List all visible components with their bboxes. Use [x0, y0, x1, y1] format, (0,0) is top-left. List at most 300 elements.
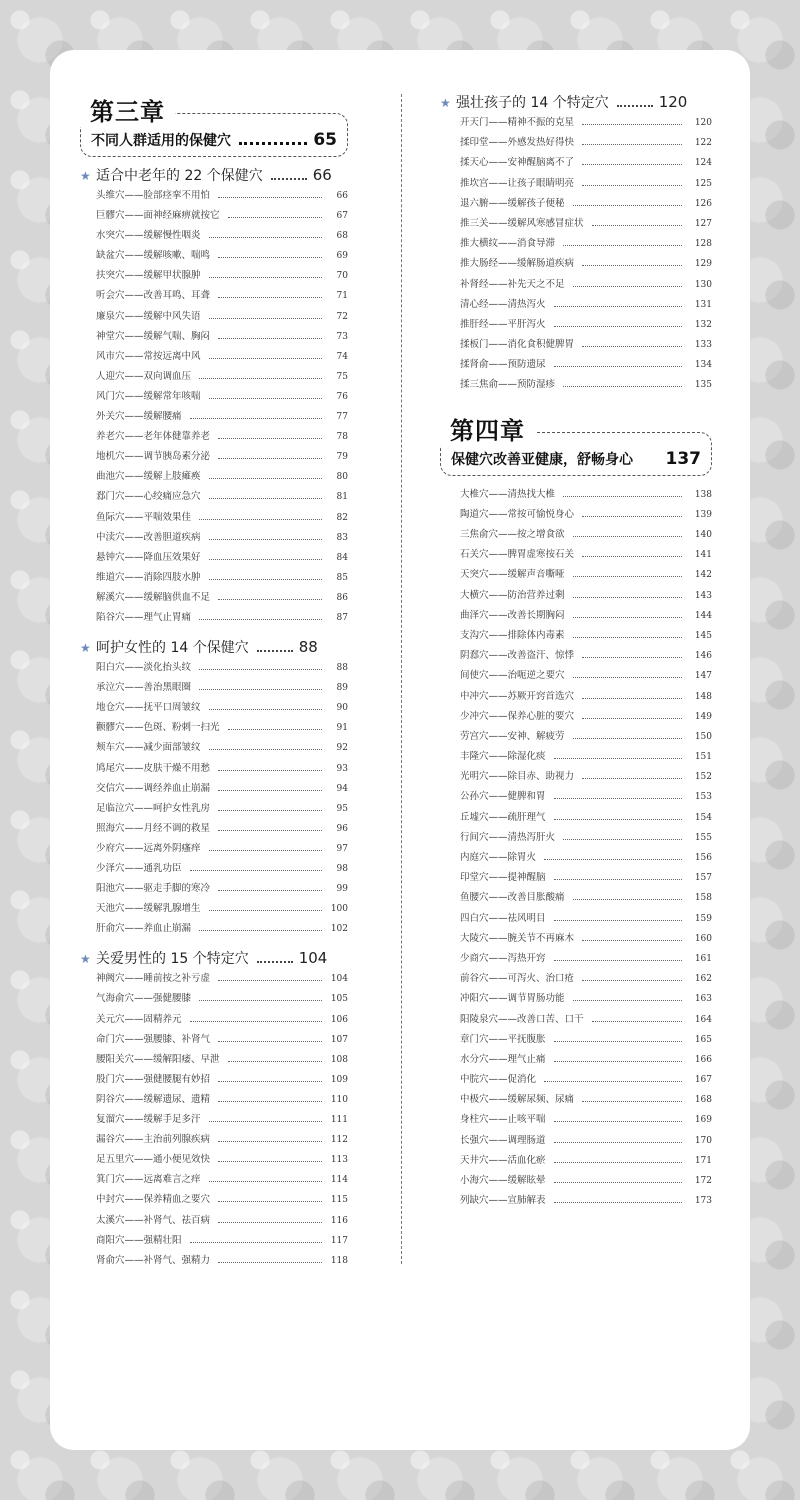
entry-label: 维道穴——消除四肢水肿: [96, 571, 201, 583]
entry-label: 头维穴——脸部痉挛不用怕: [96, 190, 211, 201]
toc-entry[interactable]: [80, 549, 348, 569]
entry-label: 天井穴——活血化瘀: [460, 1154, 546, 1166]
leader-dots: [582, 980, 682, 981]
toc-entry[interactable]: [440, 1172, 712, 1192]
toc-entry[interactable]: [440, 1071, 712, 1091]
leader-dots: [218, 890, 322, 891]
entry-page: 87: [336, 612, 348, 623]
toc-entry[interactable]: [80, 529, 348, 549]
entry-page: 171: [694, 1155, 712, 1166]
toc-entry[interactable]: [440, 607, 712, 627]
leader-dots: [218, 1041, 322, 1042]
entry-page: 104: [330, 974, 348, 985]
entry-label: 水突穴——缓解慢性咽炎: [96, 230, 201, 242]
toc-entry[interactable]: [440, 255, 712, 275]
leader-dots: [228, 217, 322, 218]
entry-label: 章门穴——平抚腹胀: [460, 1033, 546, 1045]
entry-page: 100: [330, 904, 348, 915]
entry-page: 124: [694, 158, 712, 169]
entry-label: 交信穴——调经养血止崩漏: [96, 782, 211, 794]
toc-entry[interactable]: [80, 1151, 348, 1171]
toc-entry[interactable]: [80, 187, 348, 207]
toc-entry[interactable]: [440, 910, 712, 930]
toc-entry[interactable]: [440, 748, 712, 768]
entry-page: 131: [694, 299, 712, 310]
entry-page: 163: [694, 994, 712, 1005]
toc-entry[interactable]: [80, 970, 348, 990]
entry-page: 147: [694, 671, 712, 682]
entry-label: 中封穴——保养精血之要穴: [96, 1194, 211, 1206]
entry-page: 115: [330, 1195, 348, 1206]
entry-page: 74: [336, 351, 348, 362]
leader-dots: [218, 297, 322, 298]
entry-page: 165: [694, 1034, 712, 1045]
leader-dots: [582, 164, 682, 165]
section-page: 88: [298, 638, 318, 657]
leader-dots: [209, 749, 322, 750]
leader-dots: [209, 277, 322, 278]
entry-label: 开天门——精神不振的克星: [460, 117, 575, 128]
leader-dots: [554, 1162, 682, 1163]
entry-label: 陷谷穴——理气止胃痛: [96, 611, 192, 623]
toc-entry[interactable]: [440, 768, 712, 788]
entry-label: 鱼际穴——平喘效果佳: [96, 511, 192, 523]
entry-page: 68: [336, 231, 348, 242]
entry-label: 列缺穴——宣肺解表: [460, 1195, 546, 1207]
entry-page: 77: [336, 412, 348, 423]
star-icon: ★: [80, 169, 91, 183]
leader-dots: [190, 1021, 322, 1022]
entry-page: 94: [336, 783, 348, 794]
toc-entry[interactable]: [440, 1132, 712, 1152]
toc-entry[interactable]: [80, 509, 348, 529]
toc-section: [80, 165, 348, 629]
toc-entry[interactable]: [80, 820, 348, 840]
toc-entry[interactable]: [80, 1051, 348, 1071]
entry-label: 冲阳穴——调节胃肠功能: [460, 993, 565, 1005]
entry-label: 推三关——缓解风寒感冒症状: [460, 217, 584, 229]
toc-entry[interactable]: [440, 566, 712, 586]
toc-entry[interactable]: [440, 849, 712, 869]
toc-entry[interactable]: [80, 1252, 348, 1272]
toc-entry[interactable]: [80, 468, 348, 488]
toc-entry[interactable]: [80, 679, 348, 699]
leader-dots: [573, 637, 682, 638]
leader-dots: [582, 124, 682, 125]
leader-dots: [209, 579, 322, 580]
entry-label: 大陵穴——腕关节不再麻木: [460, 932, 575, 944]
toc-entry[interactable]: [440, 1111, 712, 1131]
entry-label: 气海俞穴——强健腰膝: [96, 993, 192, 1005]
toc-entry[interactable]: [80, 247, 348, 267]
toc-entry[interactable]: [80, 569, 348, 589]
toc-entry[interactable]: [440, 990, 712, 1010]
leader-dots: [218, 1262, 322, 1263]
leader-dots: [209, 559, 322, 560]
entry-label: 中脘穴——促消化: [460, 1074, 537, 1086]
section-header[interactable]: [80, 165, 348, 187]
toc-entry[interactable]: [80, 840, 348, 860]
entry-label: 颊车穴——减少面部皱纹: [96, 742, 201, 754]
toc-entry[interactable]: [440, 276, 712, 296]
entry-page: 113: [330, 1155, 348, 1166]
entry-label: 太溪穴——补肾气、祛百病: [96, 1214, 211, 1226]
entry-label: 照海穴——月经不调的救星: [96, 822, 211, 834]
toc-entry[interactable]: [440, 376, 712, 396]
leader-dots: [592, 225, 682, 226]
entry-page: 157: [694, 873, 712, 884]
leader-dots: [554, 960, 682, 961]
entry-label: 足临泣穴——呵护女性乳房: [96, 802, 211, 814]
toc-entry[interactable]: [440, 1091, 712, 1111]
entry-page: 158: [694, 893, 712, 904]
entry-label: 前谷穴——可泻火、治口疮: [460, 973, 575, 985]
toc-entry[interactable]: [440, 1192, 712, 1212]
star-icon: ★: [80, 641, 91, 656]
entry-page: 133: [694, 340, 712, 351]
toc-entry[interactable]: [80, 880, 348, 900]
entry-page: 127: [694, 218, 712, 229]
entry-page: 129: [694, 259, 712, 270]
entry-label: 印堂穴——提神醒脑: [460, 872, 546, 884]
toc-entry[interactable]: [440, 195, 712, 215]
leader-dots: [617, 105, 653, 107]
toc-entry[interactable]: [440, 728, 712, 748]
entry-page: 98: [336, 864, 348, 874]
leader-dots: [554, 1061, 682, 1062]
leader-dots: [209, 478, 322, 479]
entry-page: 161: [694, 953, 712, 964]
leader-dots: [544, 859, 682, 860]
leader-dots: [573, 536, 682, 537]
toc-entry[interactable]: [440, 587, 712, 607]
toc-entry[interactable]: [440, 336, 712, 356]
entry-label: 外关穴——缓解腰痛: [96, 411, 182, 423]
entry-label: 陶道穴——常按可愉悦身心: [460, 508, 575, 520]
star-icon: ★: [80, 952, 91, 967]
entry-label: 阳陵泉穴——改善口苦、口干: [460, 1013, 584, 1025]
toc-entry[interactable]: [80, 1131, 348, 1151]
leader-dots: [563, 245, 682, 246]
entry-page: 138: [694, 489, 712, 500]
toc-entry[interactable]: [80, 1171, 348, 1191]
toc-entry[interactable]: [440, 889, 712, 909]
leader-dots: [573, 1000, 682, 1001]
leader-dots: [218, 1161, 322, 1162]
chapter-3-title: 第三章: [80, 92, 175, 127]
leader-dots: [199, 930, 322, 931]
toc-entry[interactable]: [80, 488, 348, 508]
leader-dots: [190, 1242, 322, 1243]
star-icon: ★: [440, 96, 451, 110]
toc-entry[interactable]: [80, 1071, 348, 1091]
leader-dots: [218, 790, 322, 791]
toc-entry[interactable]: [440, 627, 712, 647]
entry-page: 150: [694, 731, 712, 742]
leader-dots: [573, 576, 682, 577]
leader-dots: [228, 729, 322, 730]
section-page: 66: [312, 166, 332, 184]
entry-page: 170: [694, 1135, 712, 1146]
leader-dots: [563, 386, 682, 387]
toc-entry[interactable]: [80, 1091, 348, 1111]
entry-page: 164: [694, 1014, 712, 1025]
leader-dots: [573, 738, 682, 739]
entry-label: 丰隆穴——除湿化痰: [460, 751, 546, 763]
toc-entry[interactable]: [80, 308, 348, 328]
toc-entry[interactable]: [440, 869, 712, 889]
toc-entry[interactable]: [80, 1011, 348, 1031]
section-title: 关爱男性的 15 个特定穴: [96, 951, 249, 968]
entry-label: 阴谷穴——缓解遗尿、遗精: [96, 1093, 211, 1105]
toc-entry[interactable]: [80, 1232, 348, 1252]
entry-label: 腰阳关穴——缓解阳痿、早泄: [96, 1053, 220, 1065]
toc-entry[interactable]: [440, 1011, 712, 1031]
column-divider: [401, 94, 402, 1264]
entry-label: 揉印堂——外感发热好得快: [460, 137, 575, 149]
leader-dots: [554, 1121, 682, 1122]
leader-dots: [209, 358, 322, 359]
entry-page: 159: [694, 913, 712, 924]
toc-entry[interactable]: [440, 829, 712, 849]
entry-label: 少冲穴——保养心脏的要穴: [460, 710, 575, 722]
entry-page: 122: [694, 138, 712, 149]
entry-page: 156: [694, 853, 712, 863]
leader-dots: [554, 1202, 682, 1203]
entry-page: 70: [336, 271, 348, 282]
leader-dots: [582, 657, 682, 658]
entry-page: 120: [694, 118, 712, 128]
entry-page: 130: [694, 279, 712, 290]
section-header[interactable]: [80, 637, 348, 659]
chapter-3-subtitle: 不同人群适用的保健穴: [91, 133, 231, 149]
toc-entry[interactable]: [440, 546, 712, 566]
chapter-4-header: [440, 411, 712, 476]
toc-entry[interactable]: [80, 800, 348, 820]
entry-page: 110: [330, 1094, 348, 1105]
section-header[interactable]: [440, 92, 712, 114]
entry-page: 89: [336, 683, 348, 694]
entry-label: 关元穴——固精养元: [96, 1013, 182, 1025]
leader-dots: [554, 920, 682, 921]
leader-dots: [199, 1000, 322, 1001]
toc-entry[interactable]: [80, 589, 348, 609]
toc-entry[interactable]: [440, 1152, 712, 1172]
toc-entry[interactable]: [80, 780, 348, 800]
leader-dots: [257, 650, 293, 652]
leader-dots: [554, 798, 682, 799]
toc-entry[interactable]: [80, 328, 348, 348]
entry-label: 足五里穴——通小便见效快: [96, 1154, 211, 1166]
entry-label: 大椎穴——清热找大椎: [460, 488, 556, 500]
entry-label: 神阙穴——睡前按之补亏虚: [96, 973, 211, 985]
leader-dots: [209, 498, 322, 499]
entry-page: 90: [336, 703, 348, 714]
entry-label: 箕门穴——远离难言之痒: [96, 1174, 201, 1186]
leader-dots: [592, 1021, 682, 1022]
leader-dots: [218, 810, 322, 811]
toc-entry[interactable]: [440, 809, 712, 829]
entry-page: 146: [694, 651, 712, 662]
entry-page: 160: [694, 933, 712, 944]
toc-section: [80, 637, 348, 940]
toc-entry[interactable]: [440, 667, 712, 687]
toc-entry[interactable]: [80, 207, 348, 227]
toc-entry[interactable]: [440, 688, 712, 708]
leader-dots: [554, 306, 682, 307]
entry-page: 149: [694, 711, 712, 722]
toc-entry[interactable]: [440, 506, 712, 526]
entry-page: 135: [694, 380, 712, 391]
entry-label: 石关穴——脾胃虚寒按石关: [460, 549, 575, 561]
toc-entry[interactable]: [440, 235, 712, 255]
toc-entry[interactable]: [80, 1191, 348, 1211]
leader-dots: [218, 980, 322, 981]
section-title: 呵护女性的 14 个保健穴: [96, 640, 249, 657]
toc-entry[interactable]: [80, 287, 348, 307]
entry-label: 阴郄穴——改善盗汗、惊悸: [460, 650, 575, 662]
leader-dots: [218, 1081, 322, 1082]
entry-label: 中极穴——缓解尿频、尿痛: [460, 1094, 575, 1106]
toc-entry[interactable]: [440, 930, 712, 950]
toc-entry[interactable]: [440, 215, 712, 235]
toc-entry[interactable]: [440, 134, 712, 154]
section-title: 强壮孩子的 14 个特定穴: [456, 95, 609, 111]
toc-entry[interactable]: [80, 990, 348, 1010]
toc-entry[interactable]: [440, 175, 712, 195]
toc-entry[interactable]: [80, 900, 348, 920]
entry-page: 168: [694, 1095, 712, 1106]
entry-label: 悬钟穴——降血压效果好: [96, 551, 201, 563]
toc-entry[interactable]: [80, 408, 348, 428]
toc-entry[interactable]: [80, 227, 348, 247]
toc-entry[interactable]: [440, 950, 712, 970]
toc-entry[interactable]: [440, 1051, 712, 1071]
entry-label: 漏谷穴——主治前列腺疾病: [96, 1134, 211, 1146]
entry-label: 肾俞穴——补肾气、强精力: [96, 1254, 211, 1266]
toc-entry[interactable]: [80, 609, 348, 629]
entry-page: 169: [694, 1115, 712, 1126]
entry-page: 134: [694, 360, 712, 371]
entry-label: 揉肾俞——预防遗尿: [460, 359, 546, 371]
leader-dots: [218, 1222, 322, 1223]
entry-page: 88: [336, 663, 348, 674]
toc-entry[interactable]: [440, 114, 712, 134]
leader-dots: [554, 366, 682, 367]
entry-page: 86: [336, 592, 348, 603]
toc-entry[interactable]: [440, 486, 712, 506]
toc-entry[interactable]: [440, 970, 712, 990]
entry-label: 神堂穴——缓解气喘、胸闷: [96, 330, 211, 342]
toc-entry[interactable]: [440, 526, 712, 546]
leader-dots: [563, 496, 682, 497]
toc-entry[interactable]: [80, 1111, 348, 1131]
leader-dots: [190, 418, 322, 419]
entry-page: 108: [330, 1054, 348, 1065]
leader-dots: [218, 438, 322, 439]
leader-dots: [573, 597, 682, 598]
leader-dots: [218, 1101, 322, 1102]
entry-label: 补肾经——补先天之不足: [460, 278, 565, 290]
entry-page: 83: [336, 532, 348, 543]
entry-label: 少泽穴——通乳功臣: [96, 863, 182, 874]
entry-page: 75: [336, 371, 348, 382]
entry-label: 中渎穴——改善胆道疾病: [96, 531, 201, 543]
toc-entry[interactable]: [440, 356, 712, 376]
entry-label: 揉天心——安神醒脑离不了: [460, 157, 575, 169]
entry-label: 阳白穴——淡化抬头纹: [96, 662, 192, 674]
toc-entry[interactable]: [80, 699, 348, 719]
toc-entry[interactable]: [440, 708, 712, 728]
entry-label: 巨髎穴——面神经麻痹就按它: [96, 210, 220, 222]
toc-entry[interactable]: [440, 154, 712, 174]
entry-page: 102: [330, 924, 348, 935]
toc-entry[interactable]: [80, 388, 348, 408]
entry-label: 人迎穴——双向调血压: [96, 370, 192, 382]
leader-dots: [554, 879, 682, 880]
right-column: [440, 92, 712, 1212]
entry-label: 鸠尾穴——皮肤干燥不用愁: [96, 762, 211, 774]
entry-label: 推大横纹——消食导滞: [460, 238, 556, 250]
entry-page: 114: [330, 1175, 348, 1186]
toc-entry[interactable]: [80, 1212, 348, 1232]
entry-page: 155: [694, 832, 712, 843]
toc-entry[interactable]: [80, 267, 348, 287]
entry-label: 地仓穴——抚平口周皱纹: [96, 702, 201, 714]
toc-entry[interactable]: [80, 920, 348, 940]
leader-dots: [218, 338, 322, 339]
entry-page: 140: [694, 530, 712, 540]
entry-label: 三焦俞穴——按之增食欲: [460, 529, 565, 540]
toc-entry[interactable]: [440, 647, 712, 667]
leader-dots: [199, 689, 322, 690]
leader-dots: [199, 619, 322, 620]
entry-label: 推肝经——平肝泻火: [460, 318, 546, 330]
toc-entry[interactable]: [80, 448, 348, 468]
entry-label: 扶突穴——缓解甲状腺肿: [96, 270, 201, 282]
toc-entry[interactable]: [440, 788, 712, 808]
leader-dots: [582, 698, 682, 699]
entry-label: 天池穴——缓解乳腺增生: [96, 903, 201, 915]
toc-entry[interactable]: [80, 760, 348, 780]
chapter-4-page: 137: [665, 448, 701, 469]
toc-entry[interactable]: [440, 296, 712, 316]
entry-label: 退六腑——缓解孩子便秘: [460, 197, 565, 209]
entry-label: 商阳穴——强精壮阳: [96, 1234, 182, 1246]
toc-entry[interactable]: [80, 860, 348, 880]
toc-entry[interactable]: [80, 348, 348, 368]
toc-entry[interactable]: [80, 739, 348, 759]
toc-entry[interactable]: [80, 719, 348, 739]
section-header[interactable]: [80, 948, 348, 970]
entry-page: 85: [336, 572, 348, 583]
toc-entry[interactable]: [80, 659, 348, 679]
entry-page: 118: [330, 1255, 348, 1266]
entry-label: 公孙穴——健脾和胃: [460, 791, 546, 803]
toc-entry[interactable]: [440, 316, 712, 336]
entry-label: 解溪穴——缓解脑供血不足: [96, 591, 211, 603]
toc-entry[interactable]: [440, 1031, 712, 1051]
section-entries: [440, 114, 712, 397]
entry-label: 支沟穴——排除体内毒素: [460, 629, 565, 641]
toc-entry[interactable]: [80, 428, 348, 448]
entry-page: 154: [694, 812, 712, 823]
toc-entry[interactable]: [80, 368, 348, 388]
entry-label: 地机穴——调节胰岛素分泌: [96, 451, 211, 463]
entry-page: 126: [694, 198, 712, 209]
toc-entry[interactable]: [80, 1031, 348, 1051]
entry-label: 小海穴——缓解眩晕: [460, 1175, 546, 1186]
